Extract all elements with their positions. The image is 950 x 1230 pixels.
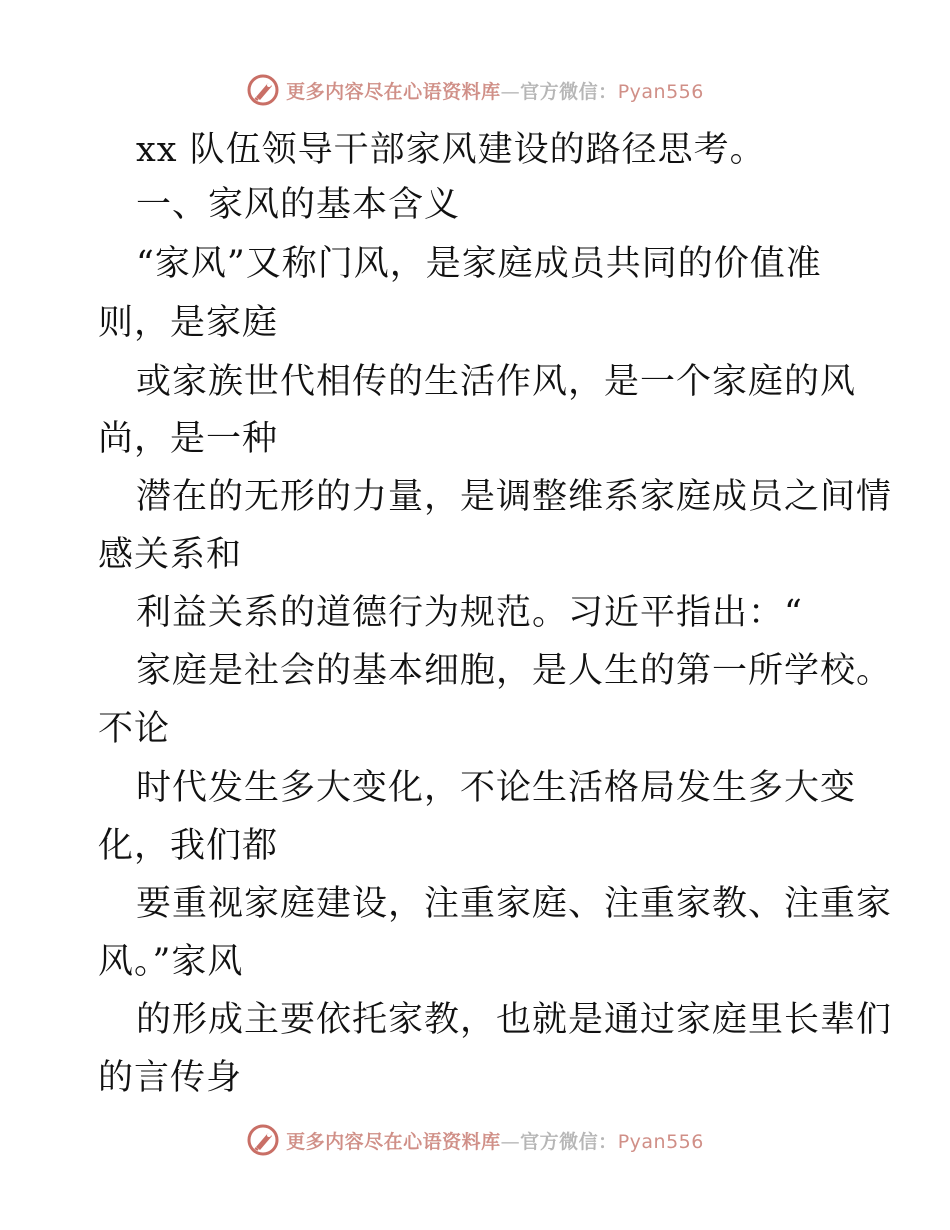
footer-banner-wechat-label: 官方微信： <box>520 1130 618 1153</box>
paragraph-line: 则，是家庭 <box>98 303 279 343</box>
paragraph-line: “家风”又称门风，是家庭成员共同的价值准 <box>136 244 822 284</box>
footer-banner-dash: — <box>500 1130 521 1153</box>
header-banner-wechat-id: Pyan556 <box>617 80 704 103</box>
footer-banner-slogan: 更多内容尽在心语资料库 <box>286 1130 501 1153</box>
header-banner-wechat-label: 官方微信： <box>520 80 618 103</box>
paragraph-line: 家庭是社会的基本细胞，是人生的第一所学校。 <box>136 651 893 691</box>
paragraph-line: 感关系和 <box>98 535 243 575</box>
paragraph-line: 尚，是一种 <box>98 419 279 459</box>
header-banner <box>0 70 950 110</box>
paragraph-line: 或家族世代相传的生活作风，是一个家庭的风 <box>136 362 857 402</box>
header-banner-dash: — <box>500 80 521 103</box>
paragraph-line: 潜在的无形的力量，是调整维系家庭成员之间情 <box>136 477 893 517</box>
section-heading: 一、家风的基本含义 <box>136 185 461 225</box>
paragraph-line: 要重视家庭建设，注重家庭、注重家教、注重家 <box>136 884 893 924</box>
paragraph-line: 的言传身 <box>98 1058 243 1098</box>
document-title: xx 队伍领导干部家风建设的路径思考。 <box>136 130 766 170</box>
pen-nib-circle-icon <box>246 73 280 107</box>
paragraph-line: 利益关系的道德行为规范。习近平指出：“ <box>136 593 803 633</box>
paragraph-line: 的形成主要依托家教，也就是通过家庭里长辈们 <box>136 1000 893 1040</box>
paragraph-line: 不论 <box>98 709 171 749</box>
footer-banner-wechat-id: Pyan556 <box>617 1130 704 1153</box>
footer-banner <box>0 1120 950 1160</box>
header-banner-slogan: 更多内容尽在心语资料库 <box>286 80 501 103</box>
paragraph-line: 时代发生多大变化，不论生活格局发生多大变 <box>136 768 857 808</box>
footer-banner-text <box>286 1127 704 1154</box>
pen-nib-circle-icon <box>246 1123 280 1157</box>
paragraph-line: 化，我们都 <box>98 826 279 866</box>
header-banner-text <box>286 77 704 104</box>
paragraph-line: 风。”家风 <box>98 942 244 982</box>
